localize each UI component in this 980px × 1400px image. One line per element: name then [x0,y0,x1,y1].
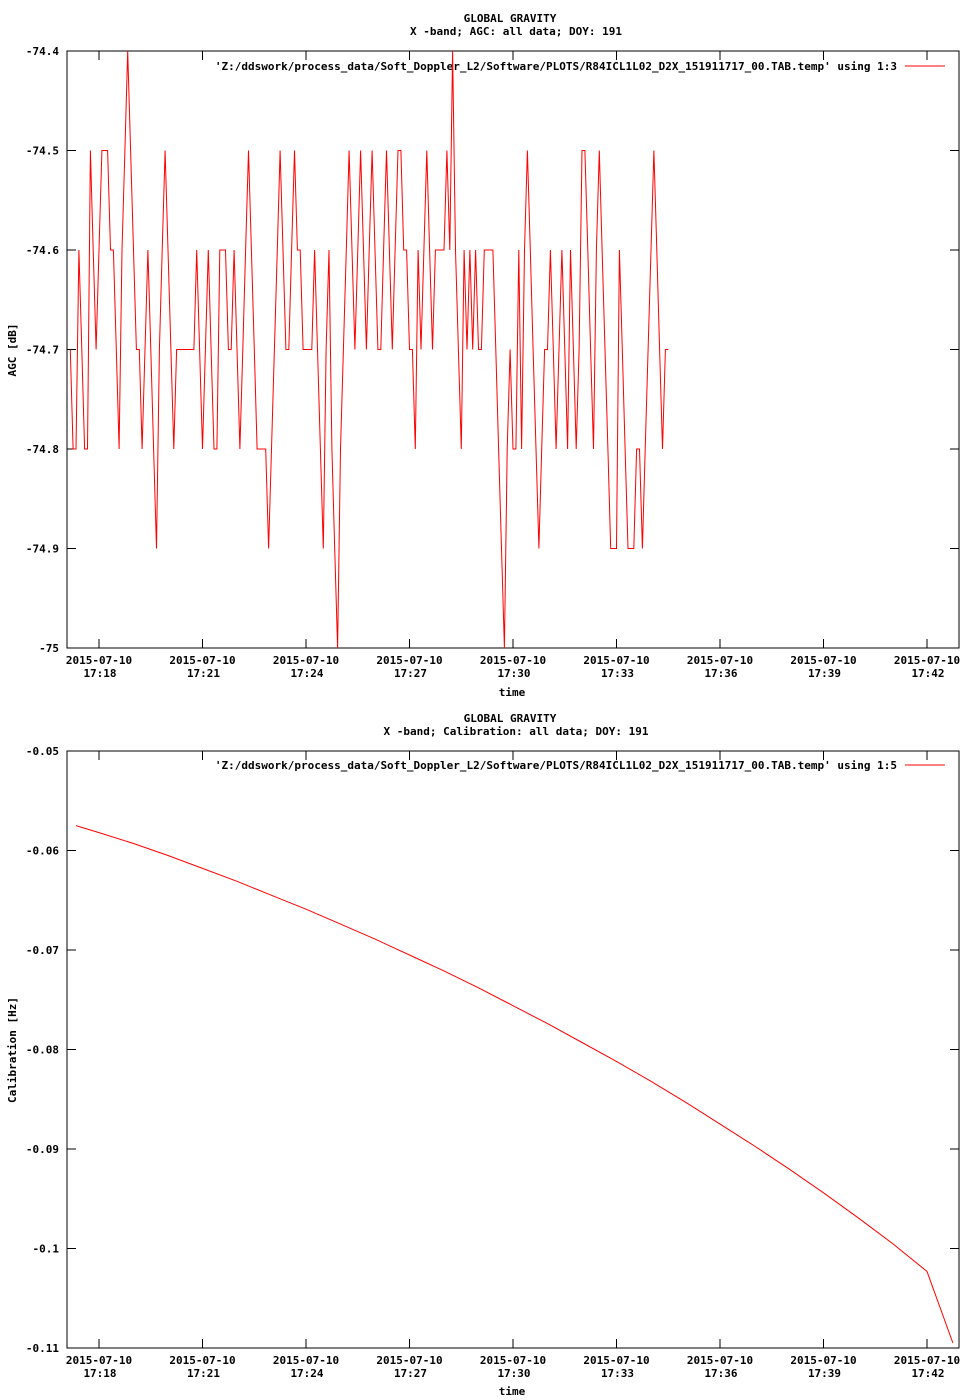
y-tick-label: -75 [39,642,59,655]
y-tick-label: -74.7 [25,343,59,357]
y-tick-label: -0.05 [25,745,59,758]
x-tick-date: 2015-07-10 [790,654,857,667]
x-tick-date: 2015-07-10 [893,654,961,667]
x-tick-date: 2015-07-10 [790,1354,857,1367]
x-tick-date: 2015-07-10 [376,1354,443,1367]
x-tick-date: 2015-07-10 [686,654,754,667]
plot-frame [67,51,959,648]
y-tick-label: -0.11 [25,1342,59,1355]
y-tick-label: -74.4 [25,45,59,58]
x-tick-date: 2015-07-10 [893,1354,961,1367]
y-tick-label: -0.09 [25,1143,59,1156]
x-axis-label: time [498,1385,526,1398]
y-tick-label: -0.07 [25,944,59,957]
y-tick-label: -0.06 [25,844,59,858]
x-tick-time: 17:27 [393,1367,428,1380]
x-tick-time: 17:21 [186,667,221,680]
y-axis-label: AGC [dB] [6,323,19,377]
x-tick-time: 17:24 [290,667,324,680]
x-tick-date: 2015-07-10 [583,1354,650,1367]
x-tick-date: 2015-07-10 [376,654,443,667]
chart-title: GLOBAL GRAVITY [463,712,557,725]
x-tick-time: 17:18 [83,667,117,680]
legend-label: 'Z:/ddswork/process_data/Soft_Doppler_L2/Software/PLOTS/R84ICL1L02_D2X_151911717_00.TAB.temp' using 1:5 [214,759,897,772]
x-tick-date: 2015-07-10 [686,1354,754,1367]
x-tick-time: 17:30 [497,667,531,680]
x-tick-time: 17:39 [807,1367,842,1380]
x-tick-time: 17:33 [600,667,635,680]
x-tick-time: 17:18 [83,1367,117,1380]
data-line [76,826,953,1343]
x-tick-time: 17:33 [600,1367,635,1380]
x-tick-date: 2015-07-10 [272,654,340,667]
y-axis-label: Calibration [Hz] [6,997,19,1103]
x-tick-time: 17:39 [807,667,842,680]
plot-frame [67,751,959,1348]
y-tick-label: -74.6 [25,244,59,257]
y-tick-label: -0.08 [25,1043,59,1057]
x-tick-date: 2015-07-10 [479,654,547,667]
x-tick-date: 2015-07-10 [169,654,236,667]
y-tick-label: -0.1 [32,1242,59,1256]
x-tick-time: 17:24 [290,1367,324,1380]
x-tick-time: 17:42 [911,667,945,680]
y-tick-label: -74.5 [25,144,59,158]
x-tick-date: 2015-07-10 [479,1354,547,1367]
y-tick-label: -74.9 [25,542,59,556]
x-axis-label: time [498,686,526,699]
legend-label: 'Z:/ddswork/process_data/Soft_Doppler_L2/Software/PLOTS/R84ICL1L02_D2X_151911717_00.TAB.temp' using 1:3 [214,60,897,73]
chart-subtitle: X -band; AGC: all data; DOY: 191 [410,25,622,38]
chart-title: GLOBAL GRAVITY [463,12,557,25]
agc-chart [6,12,960,699]
x-tick-date: 2015-07-10 [65,1354,133,1367]
y-tick-label: -74.8 [25,443,59,456]
calibration-chart [6,712,960,1398]
x-tick-time: 17:42 [911,1367,945,1380]
x-tick-date: 2015-07-10 [272,1354,340,1367]
chart-subtitle: X -band; Calibration: all data; DOY: 191 [383,725,649,738]
x-tick-time: 17:27 [393,667,428,680]
x-tick-time: 17:36 [704,1367,738,1380]
data-line [70,51,668,648]
x-tick-time: 17:36 [704,667,738,680]
x-tick-time: 17:21 [186,1367,221,1380]
x-tick-date: 2015-07-10 [169,1354,236,1367]
x-tick-date: 2015-07-10 [583,654,650,667]
x-tick-date: 2015-07-10 [65,654,133,667]
x-tick-time: 17:30 [497,1367,531,1380]
